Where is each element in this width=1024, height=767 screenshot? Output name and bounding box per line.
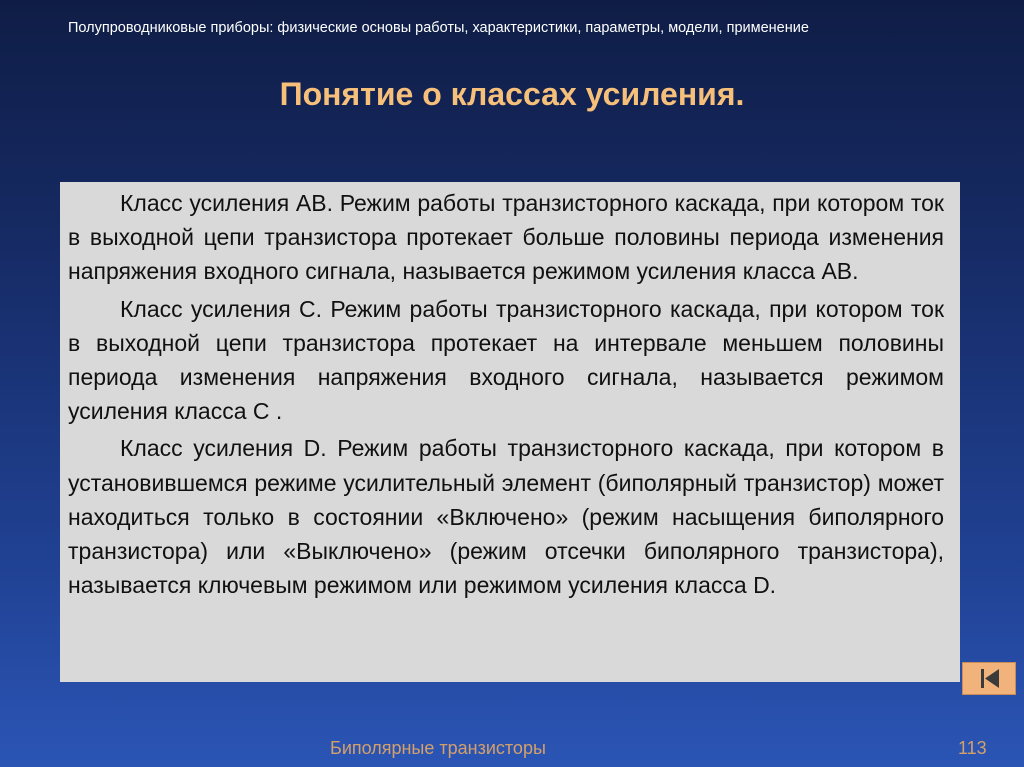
slide-title: Понятие о классах усиления. [279, 76, 745, 112]
paragraph-class-ab: Класс усиления АВ. Режим работы транзисторного каскада, при котором ток в выходной цепи транзистора протекает больше половины периода изменения напряжения входного сигнала, называется режимом усиления класса АВ. [68, 190, 944, 285]
first-slide-icon [963, 663, 1015, 694]
page-number: 113 [958, 738, 987, 758]
paragraph-class-c: Класс усиления С. Режим работы транзисторного каскада, при котором ток в выходной цепи транзистора протекает на интервале меньшем половины периода изменения напряжения входного сигнала, называется режимом усиления класса С . [68, 295, 944, 425]
footer-topic: Биполярные транзисторы [330, 738, 546, 758]
paragraph-class-d: Класс усиления D. Режим работы транзисторного каскада, при котором в установившемся режиме усилительный элемент (биполярный транзистор) может находиться только в состоянии «Включено» (режим насыщения биполярного транзистора) или «Выключено» (режим отсечки биполярного транзистора), называется ключевым режимом или режимом усиления класса D. [68, 435, 944, 599]
first-slide-button[interactable] [962, 662, 1016, 695]
header-subtitle: Полупроводниковые приборы: физические основы работы, характеристики, параметры, модели, применение [68, 20, 809, 36]
slide-body [68, 186, 944, 605]
